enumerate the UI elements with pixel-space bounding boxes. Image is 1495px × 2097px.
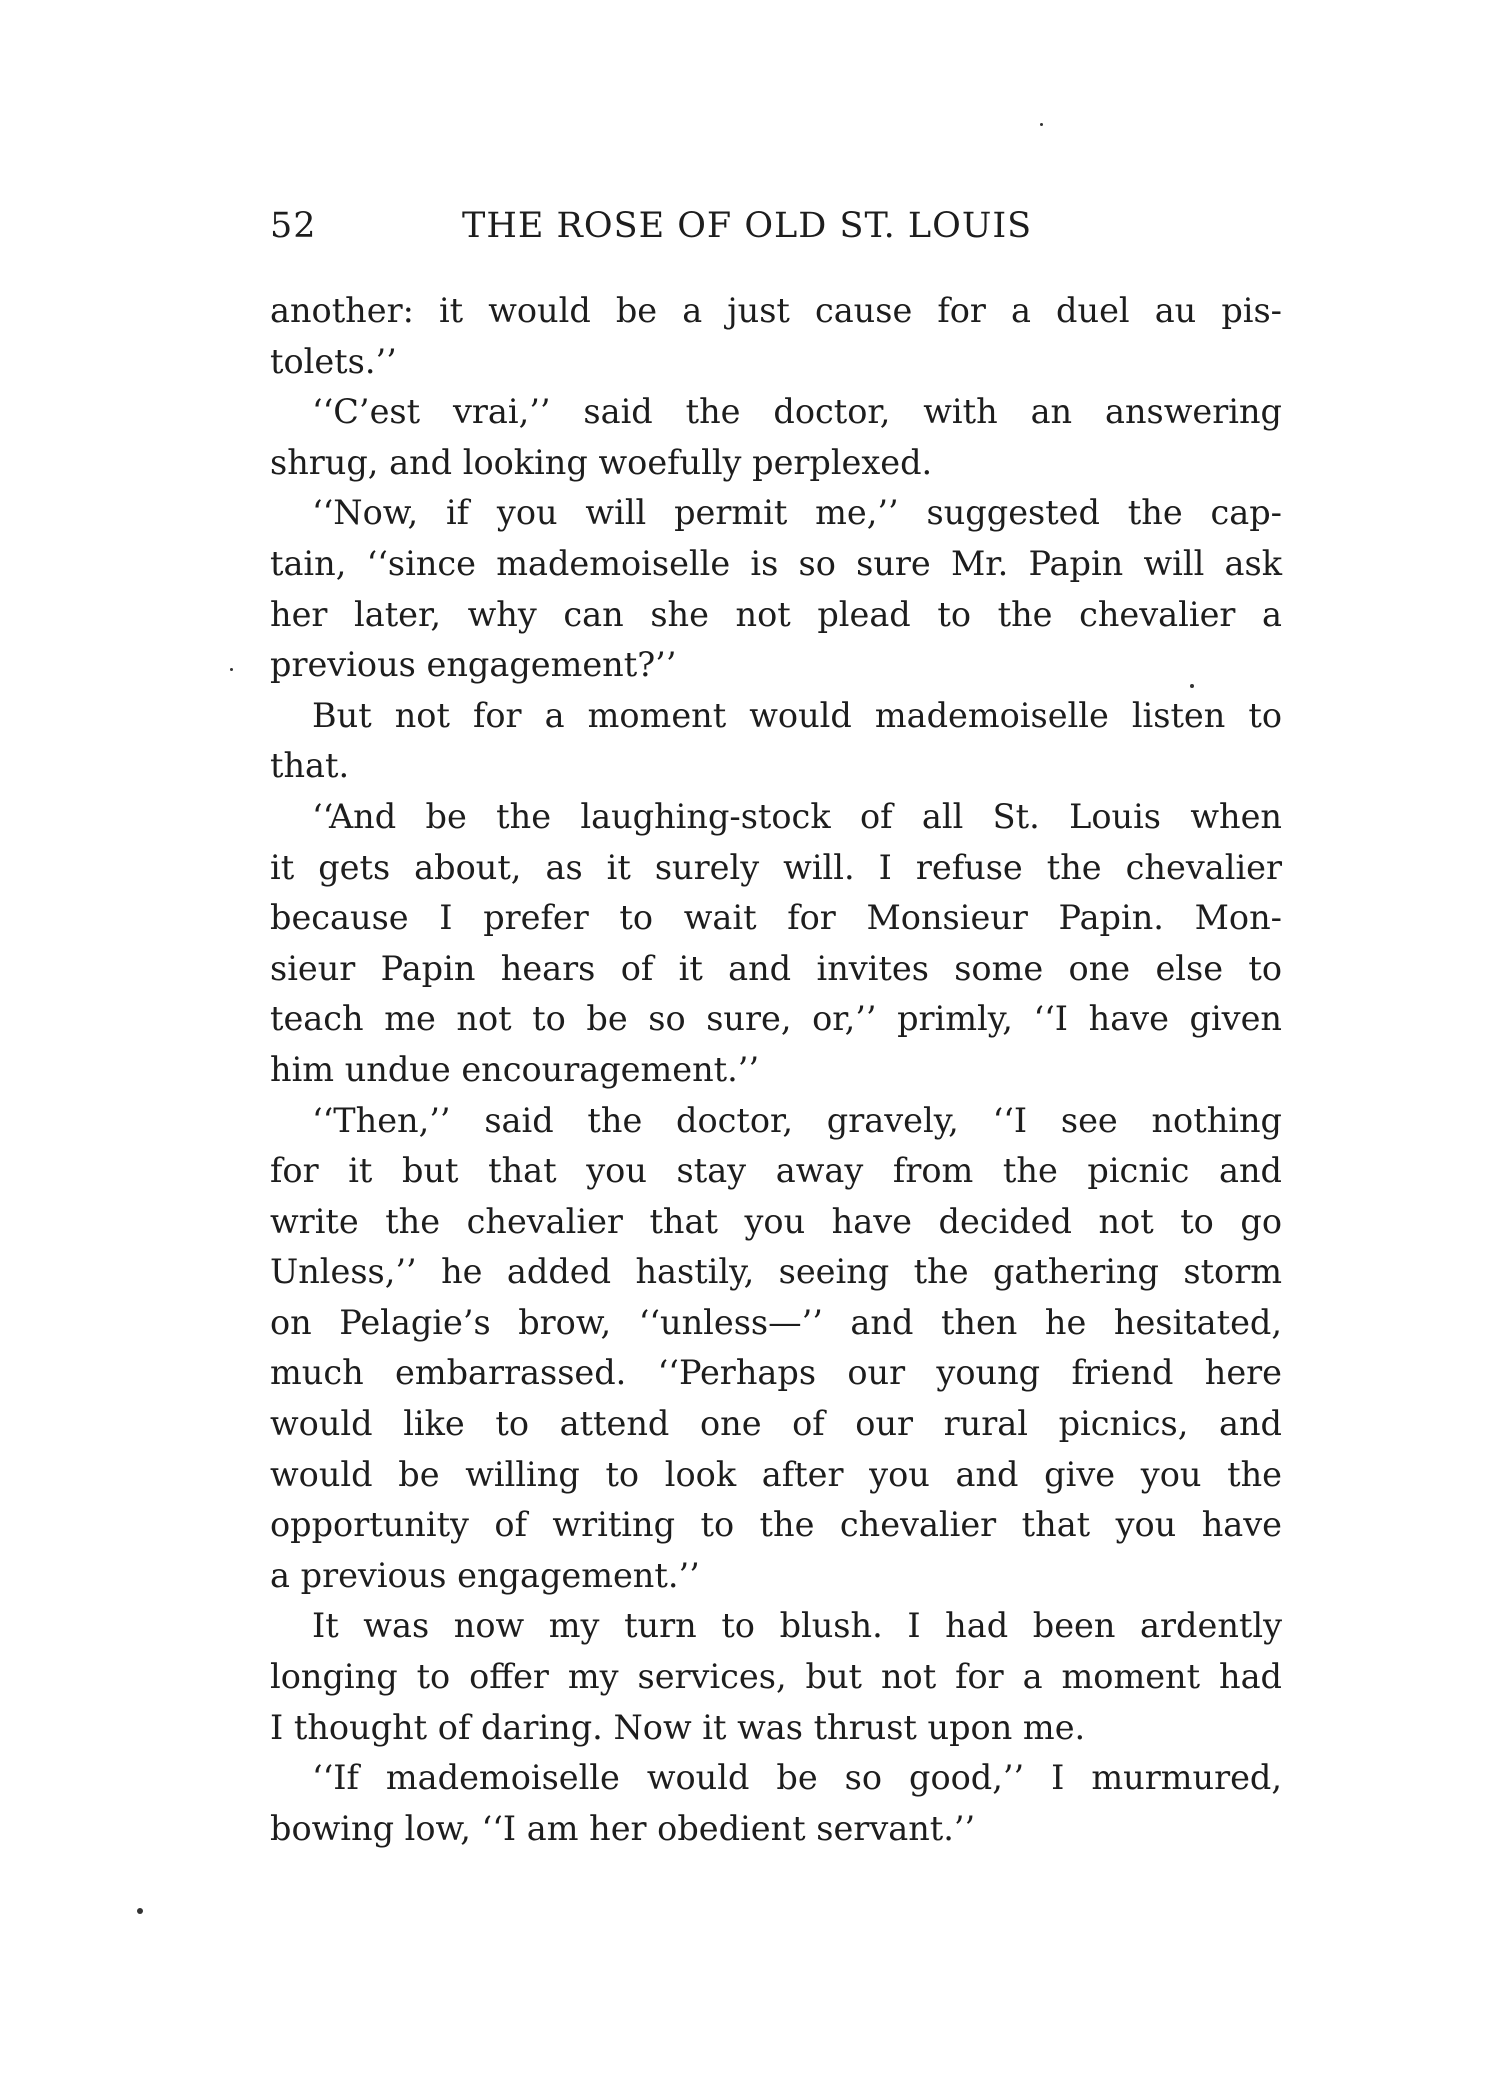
text-line: tain, ‘‘since mademoiselle is so sure Mr. Papin will ask <box>270 543 1282 583</box>
text-line: her later, why can she not plead to the chevalier a <box>270 594 1282 634</box>
text-line: for it but that you stay away from the picnic and <box>270 1151 1282 1191</box>
text-line: would be willing to look after you and give you the <box>270 1454 1282 1494</box>
scan-speck <box>230 668 233 671</box>
text-line: tolets.’’ <box>270 341 397 381</box>
text-line: ‘‘C’est vrai,’’ said the doctor, with an answering <box>312 392 1282 432</box>
scan-speck <box>137 1908 143 1914</box>
text-line: much embarrassed. ‘‘Perhaps our young friend here <box>270 1353 1282 1393</box>
text-line: ‘‘Now, if you will permit me,’’ suggested the cap- <box>312 493 1282 533</box>
text-line: ‘‘Then,’’ said the doctor, gravely, ‘‘I see nothing <box>312 1100 1282 1140</box>
text-line: that. <box>270 746 350 786</box>
text-line: shrug, and looking woefully perplexed. <box>270 442 933 482</box>
text-line: on Pelagie’s brow, ‘‘unless—’’ and then he hesitated, <box>270 1302 1282 1342</box>
text-line: another: it would be a just cause for a duel au pis- <box>270 291 1282 330</box>
text-line: It was now my turn to blush. I had been ardently <box>312 1606 1282 1646</box>
text-line: ‘‘And be the laughing-stock of all St. Louis when <box>312 796 1282 836</box>
text-line: it gets about, as it surely will. I refuse the chevalier <box>270 847 1282 887</box>
text-line: bowing low, ‘‘I am her obedient servant.’’ <box>270 1808 976 1848</box>
text-line: a previous engagement.’’ <box>270 1555 700 1595</box>
text-line: longing to offer my services, but not for a moment had <box>270 1657 1282 1697</box>
text-line: would like to attend one of our rural picnics, and <box>270 1404 1282 1444</box>
text-line: Unless,’’ he added hastily, seeing the gathering storm <box>270 1252 1282 1292</box>
text-line: him undue encouragement.’’ <box>270 1049 760 1089</box>
scan-speck <box>1190 684 1194 688</box>
running-title: THE ROSE OF OLD ST. LOUIS <box>462 206 1033 246</box>
scan-speck <box>1040 123 1043 126</box>
text-line: opportunity of writing to the chevalier that you have <box>270 1505 1282 1545</box>
text-line: ‘‘If mademoiselle would be so good,’’ I murmured, <box>312 1758 1282 1798</box>
page-header <box>270 206 1270 254</box>
page-number: 52 <box>270 206 317 246</box>
text-line: But not for a moment would mademoiselle listen to <box>312 695 1282 735</box>
text-line: I thought of daring. Now it was thrust upon me. <box>270 1707 1086 1747</box>
text-line: previous engagement?’’ <box>270 645 677 685</box>
text-line: because I prefer to wait for Monsieur Papin. Mon- <box>270 898 1282 938</box>
text-line: write the chevalier that you have decided not to go <box>270 1201 1282 1241</box>
text-line: sieur Papin hears of it and invites some one else to <box>270 948 1282 988</box>
body-text <box>270 286 1282 1854</box>
text-line: teach me not to be so sure, or,’’ primly, ‘‘I have given <box>270 999 1282 1039</box>
